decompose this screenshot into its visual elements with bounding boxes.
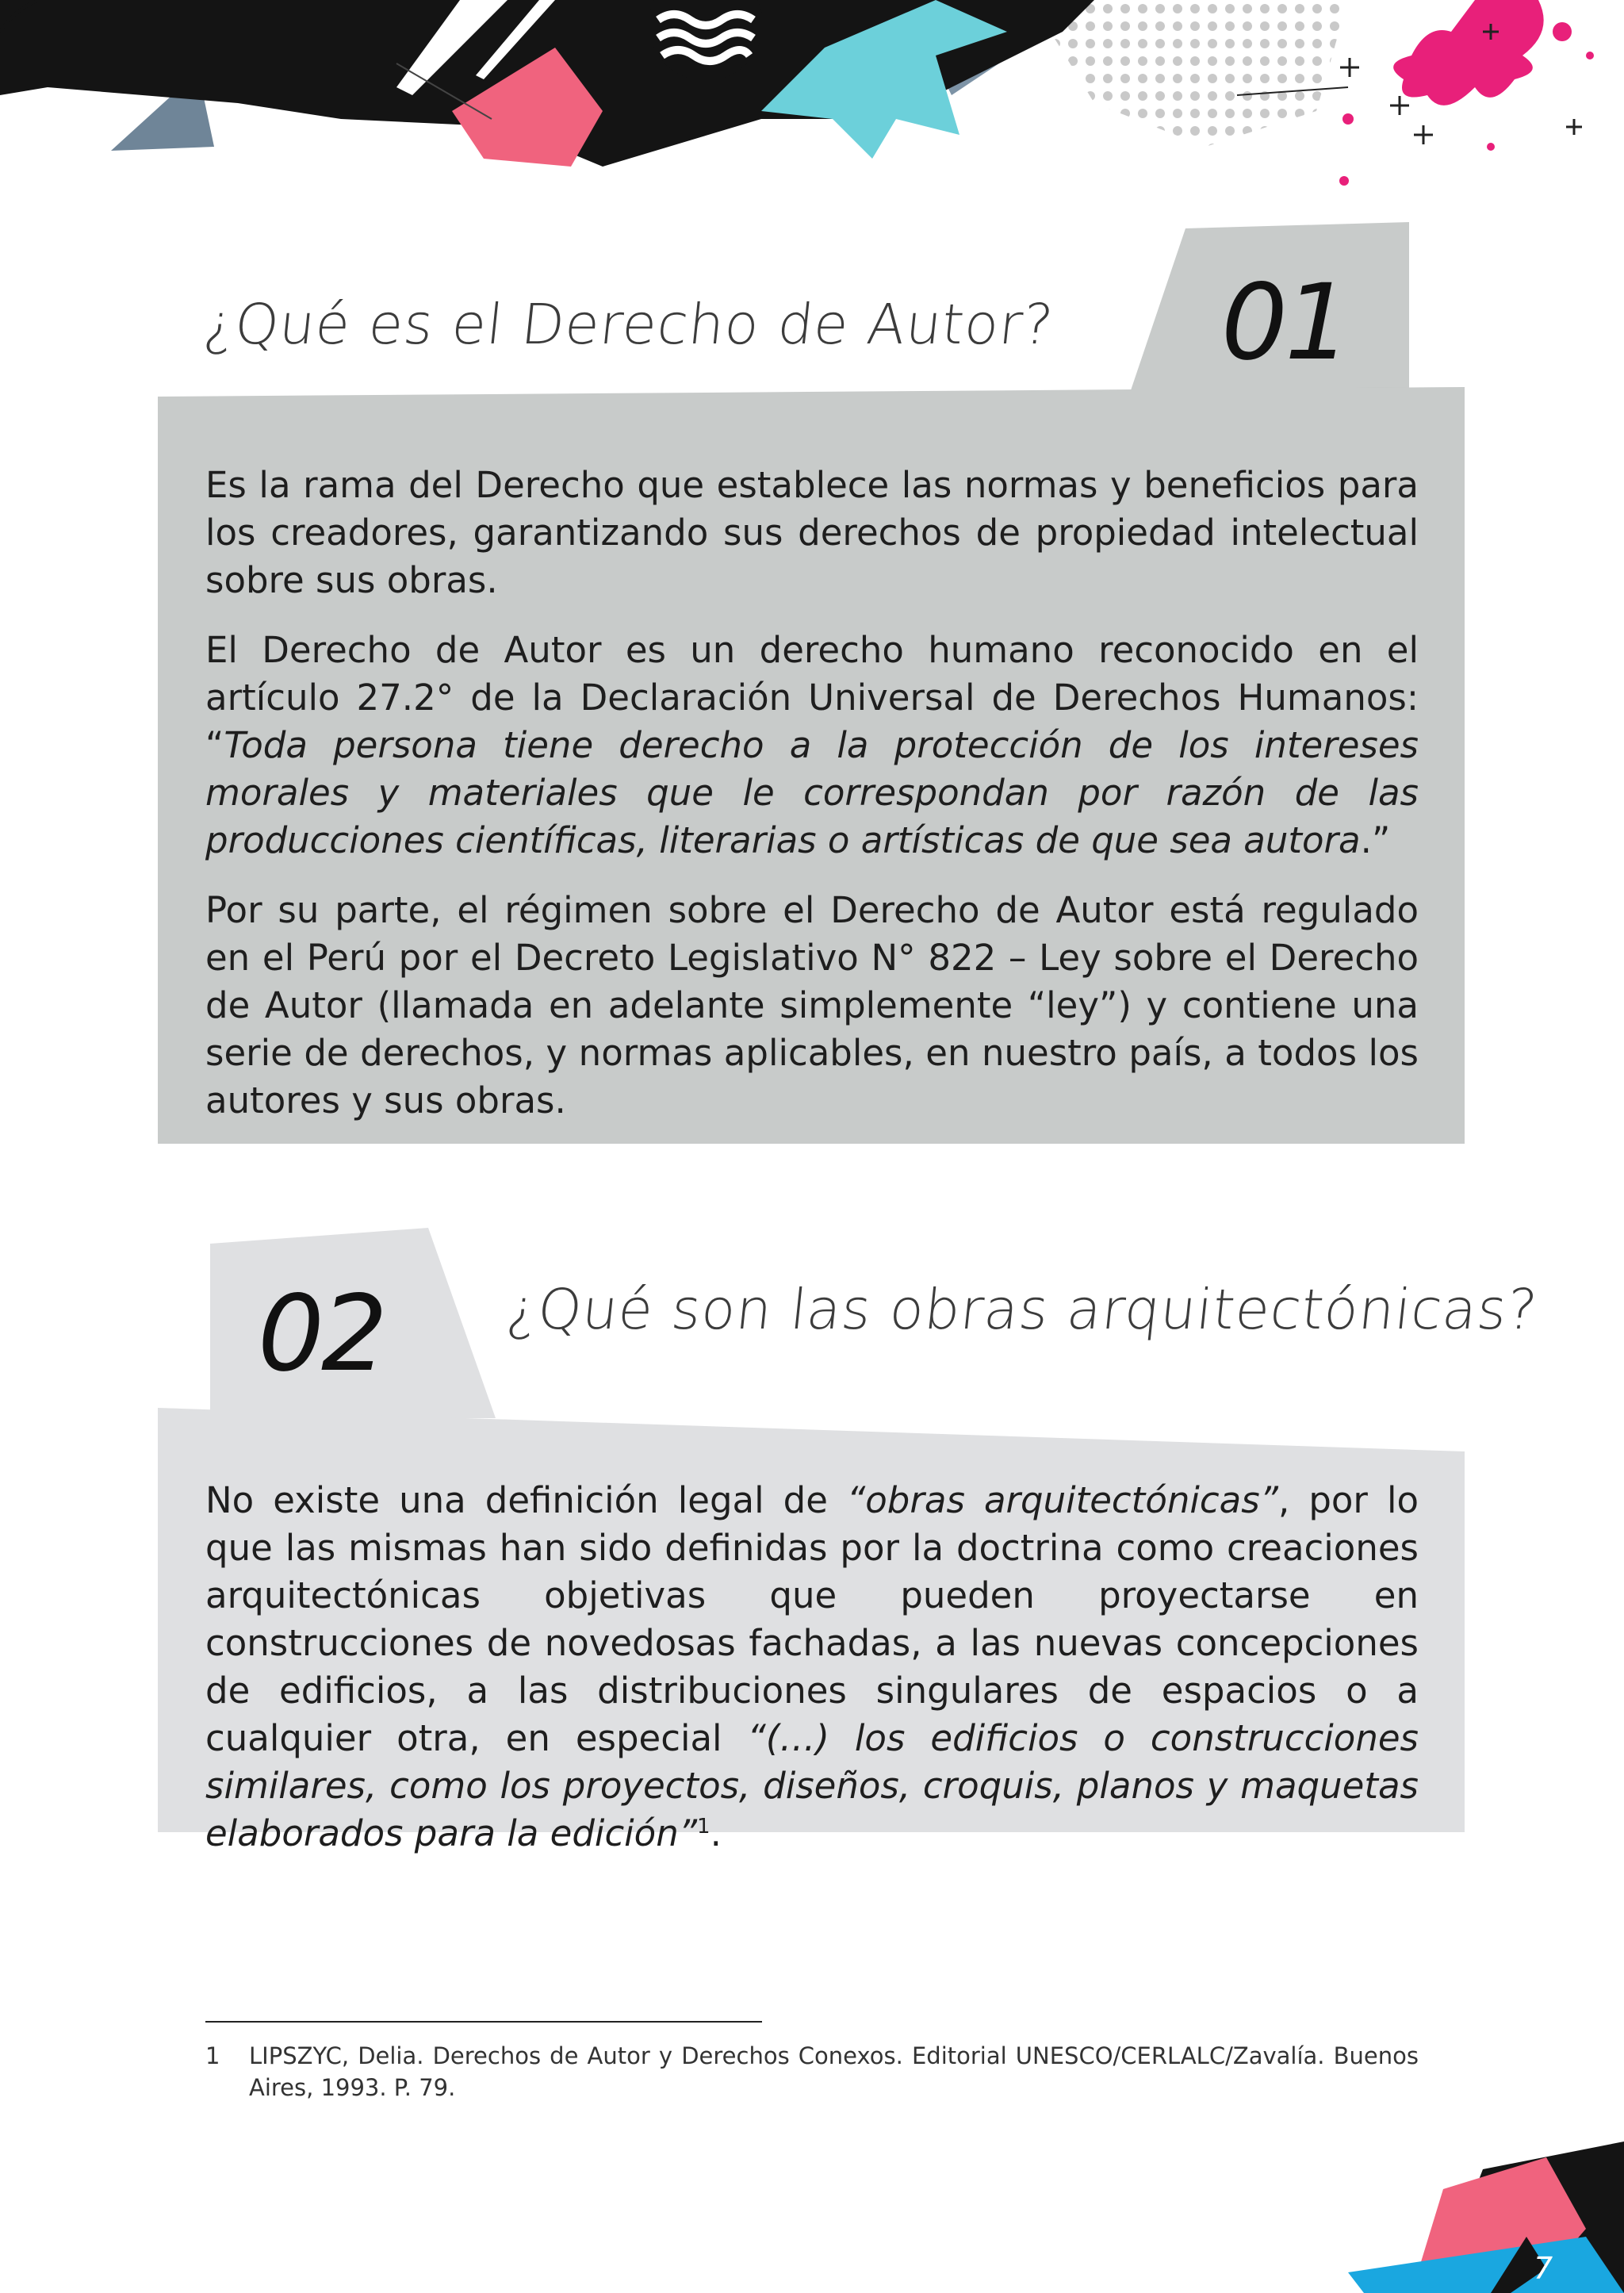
section1-body: [205, 462, 1419, 1147]
section1-paragraph-3: Por su parte, el régimen sobre el Derecho de Autor está regulado en el Perú por el Decreto Legislativo N° 822 – Ley sobre el Derecho de Autor (llamada en adelante simplemente “ley”) y contiene una serie de derechos, y normas aplicables, en nuestro país, a todos los autores y sus obras.: [205, 889, 1419, 1122]
section2-number: 02: [258, 1273, 385, 1395]
section1-number: 01: [1221, 262, 1348, 384]
section2-heading: ¿Qué son las obras arquitectónicas?: [504, 1277, 1542, 1342]
page-number: 7: [1534, 2251, 1553, 2286]
section2-body: [205, 1477, 1419, 1880]
footnote-text: LIPSZYC, Delia. Derechos de Autor y Derechos Conexos. Editorial UNESCO/CERLALC/Zavalía. Buenos Aires, 1993. P. 79.: [249, 2042, 1419, 2101]
ink-splash: [1339, 0, 1594, 186]
footer-decoration: [1348, 2142, 1624, 2293]
section1-paragraph-1: Es la rama del Derecho que establece las normas y beneficios para los creadores, garantizando sus derechos de propiedad intelectual sobre sus obras.: [205, 464, 1419, 601]
footnote-reference[interactable]: 1: [697, 1815, 710, 1839]
footnote-number: 1: [205, 2042, 220, 2069]
section1-heading: ¿Qué es el Derecho de Autor?: [201, 292, 1057, 357]
header-decoration: [0, 0, 1624, 190]
halftone-shape: [1031, 0, 1348, 147]
footnote-divider: [205, 2021, 762, 2023]
section2-paragraph-1: No existe una definición legal de “obras arquitectónicas”, por lo que las mismas han sido definidas por la doctrina como creaciones arquitectónicas objetivas que pueden proyectarse en construcciones de novedosas fachadas, a las nuevas concepciones de edificios, a las distribuciones singulares de espacios o a cualquier otra, en especial “(…) los edificios o construcciones similares, como los proyectos, diseños, croquis, planos y maquetas elaborados para la edición”$^1$.: [205, 1479, 1419, 1854]
footnote: [205, 2040, 1419, 2103]
section1-paragraph-2: El Derecho de Autor es un derecho humano reconocido en el artículo 27.2° de la Declaración Universal de Derechos Humanos: “Toda persona tiene derecho a la protección de los intereses morales y materiales que le correspondan por razón de las producciones científicas, literarias o artísticas de que sea autora.”: [205, 629, 1419, 861]
